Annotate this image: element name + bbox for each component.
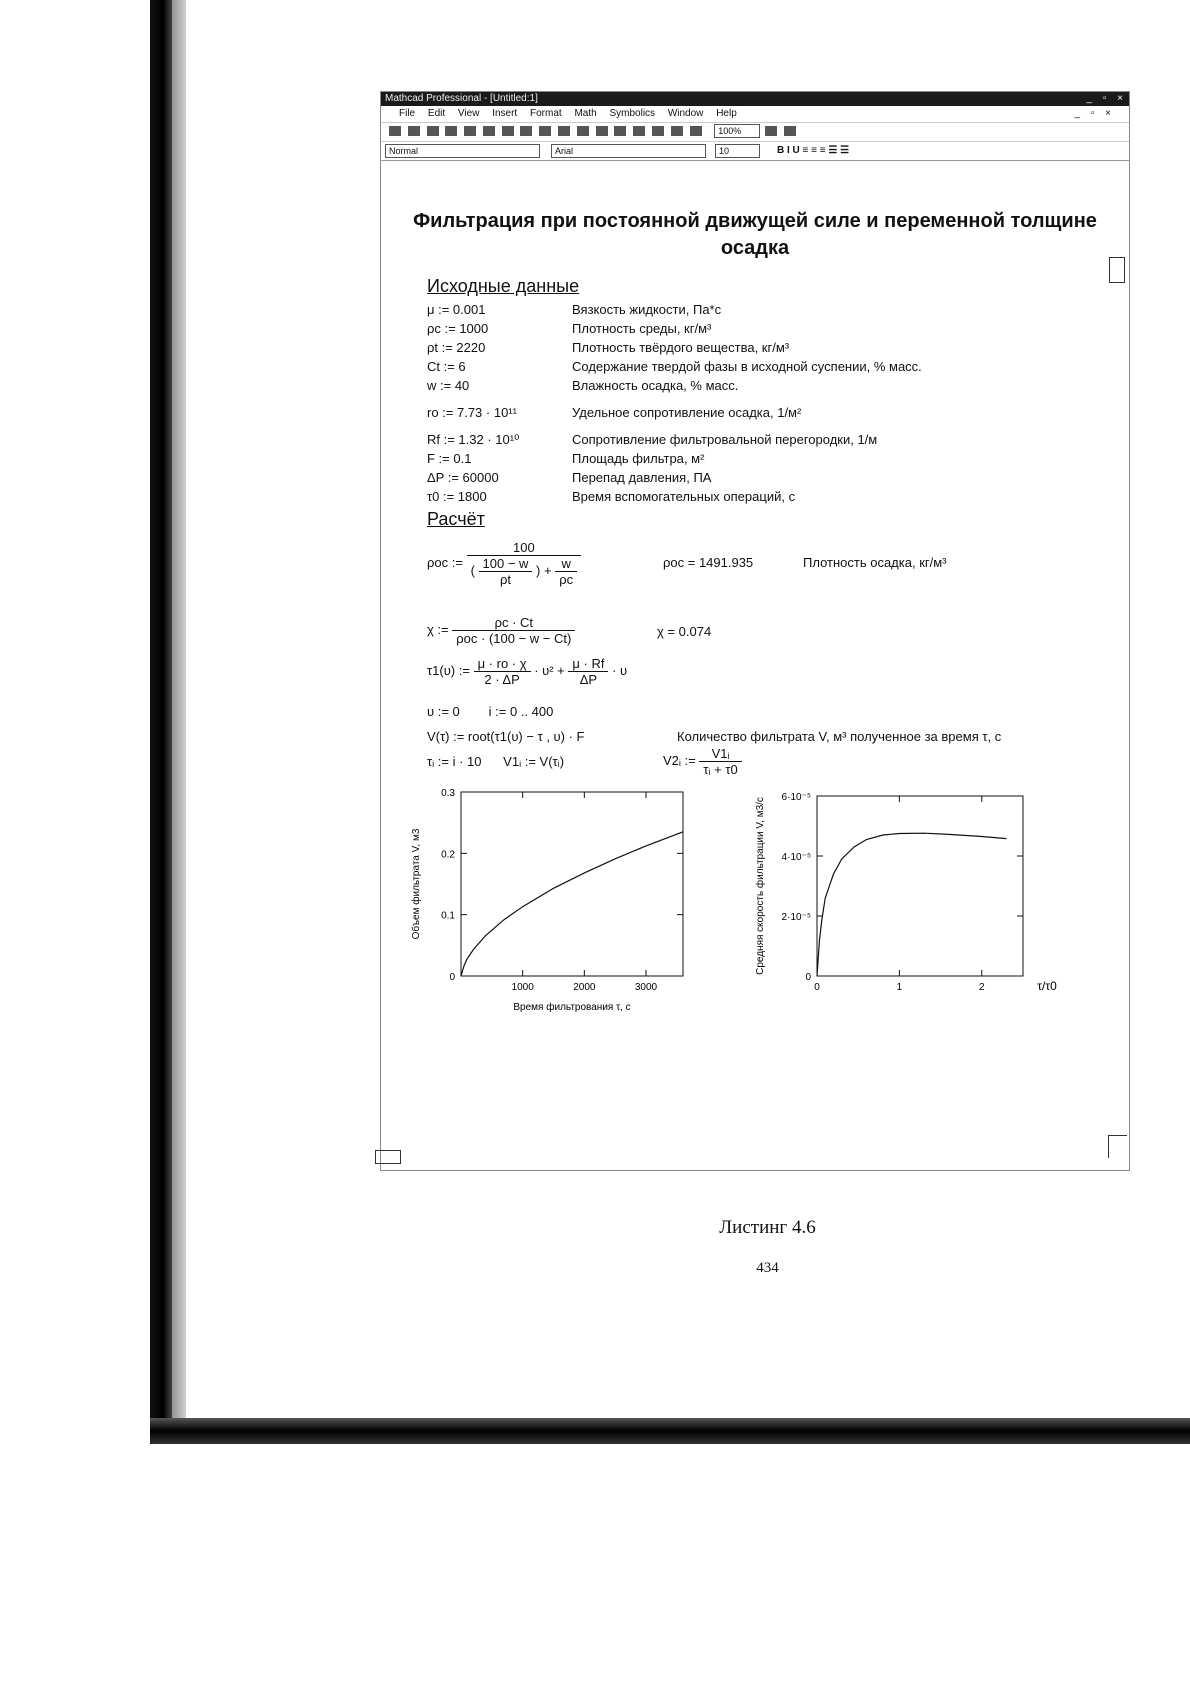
menu-file[interactable]: File xyxy=(399,108,416,119)
rhoc-definition: ρoc := 100 ( $\frac{100 - w}{\rho t}$ ) + $\frac{w}{\rho c}$ xyxy=(427,540,581,587)
tau1-definition: τ1(υ) := $\frac{\mu \cdot ro \cdot \chi}{2 \cdot \Delta P}$ · υ² + $\frac{\mu \cdot Rf}{\Delta P}$ · υ xyxy=(427,656,628,687)
zoom-select[interactable]: 100% xyxy=(714,124,760,138)
menu-edit[interactable]: Edit xyxy=(427,108,446,119)
y-tick-label: 0 xyxy=(805,972,811,983)
y-tick-label: 0 xyxy=(449,972,455,983)
help-icon[interactable] xyxy=(784,126,796,136)
insert-hyperlink-icon[interactable] xyxy=(671,126,683,136)
font-select[interactable]: Arial xyxy=(551,144,706,158)
x-tick-label: 3000 xyxy=(634,982,658,993)
copy-icon[interactable] xyxy=(520,126,532,136)
rhoc-result: ρoc = 1491.935 xyxy=(663,555,754,570)
preview-icon[interactable] xyxy=(464,126,476,136)
style-select[interactable]: Normal xyxy=(385,144,540,158)
horizontal-scroll-button[interactable] xyxy=(375,1150,401,1164)
chi-result: χ = 0.074 xyxy=(657,624,712,639)
doc-window-controls[interactable]: _ ▫ × xyxy=(1074,108,1115,119)
y-tick-label: 6·10⁻⁵ xyxy=(781,792,811,803)
resources-icon[interactable] xyxy=(765,126,777,136)
resource-center-icon[interactable] xyxy=(690,126,702,136)
vertical-scroll-button[interactable] xyxy=(1109,257,1125,283)
open-icon[interactable] xyxy=(408,126,420,136)
menu-math[interactable]: Math xyxy=(574,108,597,119)
save-icon[interactable] xyxy=(427,126,439,136)
plot-frame xyxy=(461,792,683,976)
paste-icon[interactable] xyxy=(539,126,551,136)
v-definition: V(τ) := root(τ1(υ) − τ , υ) · F xyxy=(427,729,585,744)
page-bottom-edge xyxy=(150,1418,1190,1444)
font-size-select[interactable]: 10 xyxy=(715,144,760,158)
window-title: Mathcad Professional - [Untitled:1] xyxy=(385,93,538,104)
menu-window[interactable]: Window xyxy=(667,108,704,119)
v2-definition: V2ᵢ := $\frac{\text{V1ᵢ}}{\text{τᵢ + τ0}}$ xyxy=(663,746,742,777)
menu-bar xyxy=(381,106,1129,123)
chi-definition: χ := $\frac{\rho c \cdot Ct}{\text{ρoc · (100 − w − Ct)}}$ xyxy=(427,615,575,646)
y-tick-label: 0.2 xyxy=(441,849,455,861)
format-buttons[interactable]: B I U ≡ ≡ ≡ ☰ ☰ xyxy=(777,145,850,156)
x-axis-label: Время фильтрования τ, с xyxy=(513,1002,631,1013)
insert-unit-icon[interactable] xyxy=(633,126,645,136)
x-tick-label: 1000 xyxy=(511,982,534,993)
formatting-toolbar xyxy=(381,142,1129,161)
spellcheck-icon[interactable] xyxy=(483,126,495,136)
y-tick-label: 0.1 xyxy=(441,910,455,922)
x-tick-label: 2 xyxy=(979,982,985,993)
window-controls[interactable]: _ ▫ × xyxy=(1086,93,1127,104)
series-line xyxy=(461,832,683,976)
menu-view[interactable]: View xyxy=(457,108,480,119)
volume-vs-time-chart xyxy=(401,782,711,1032)
listing-caption: Листинг 4.6 xyxy=(719,1217,816,1238)
menu-format[interactable]: Format xyxy=(530,108,562,119)
rhoc-description: Плотность осадка, кг/м³ xyxy=(803,555,947,570)
section-calc-heading: Расчёт xyxy=(427,509,485,529)
avg-rate-chart xyxy=(751,782,1071,1032)
y-axis-label: Средняя скорость фильтрации V, м3/с xyxy=(755,797,766,975)
menu-insert[interactable]: Insert xyxy=(492,108,518,119)
worksheet[interactable]: Фильтрация при постоянной движущей силе и переменной толщине осадка Исходные данные μ := 0.001 Вязкость жидкости, Па*с ρc := 1000 Плотность среды, кг/м³ ρt := 2220 Плотность твёрдого вещества, кг/м³ Ct := 6 Содержание твердой фазы в исходной суспении, % масс. w := 40 Влажность осадка, % масс. ro := 7.73 · 10¹¹ Удельное сопротивление осадка, 1/м² Rf := 1.32 · 10¹⁰ Сопротивление фильтровальной перегородки, 1/м F := 0.1 Площадь фильтра, м² ΔP := 60000 Перепад давления, ПА τ0 := 1800 Время вспомогательных операций, с Расчёт ρoc := 100 ( $\frac{100 - w}{\rho t}$ ) + $\frac{w}{\rho c}$ ρoc = 1491.935 Плотность осадка, кг/м³ χ := $\frac{\rho c \cdot Ct}{\text{ρoc · (100 − w − Ct)}}$ χ = 0.074 τ1(υ) := $\frac{\mu \cdot ro \cdot \chi}{2 \cdot \Delta P}$ · υ² + $\frac{\mu \cdot Rf}{\Delta P}$ · υ υ := 0 i := 0 .. 400 V(τ) := root(τ1(υ) − τ , υ) · F Количество фильтрата V, м³ полученное за время τ, с τᵢ := i · 10 V1ᵢ := V(τᵢ) V2ᵢ := $\frac{\text{V1ᵢ}}{\text{τᵢ + τ0}}$ 1000 2000 3000 0 0.1 0.2 0.3 Время фильтрования τ, с Объем фильтрата V, м3 0 1 2 0 2·10⁻⁵ 4·10⁻⁵ 6·10⁻⁵ τ/τ0 Средняя скорость фильтрации V, м3/с xyxy=(381,162,1129,1162)
worksheet-title: Фильтрация при постоянной движущей силе и переменной толщине осадка xyxy=(413,210,1097,259)
x-axis-label: τ/τ0 xyxy=(1037,979,1057,993)
section-input-heading: Исходные данные xyxy=(427,276,580,296)
y-tick-label: 4·10⁻⁵ xyxy=(781,852,811,863)
standard-toolbar xyxy=(381,123,1129,142)
y-tick-label: 2·10⁻⁵ xyxy=(781,912,811,923)
calculate-icon[interactable] xyxy=(652,126,664,136)
v-description: Количество фильтрата V, м³ полученное за время τ, с xyxy=(677,729,1002,744)
page-corner-control[interactable] xyxy=(1108,1135,1127,1158)
title-bar xyxy=(381,92,1129,106)
insert-function-icon[interactable] xyxy=(614,126,626,136)
print-icon[interactable] xyxy=(445,126,457,136)
series-line xyxy=(817,833,1007,976)
x-tick-label: 2000 xyxy=(573,982,596,993)
plot-frame xyxy=(817,796,1023,976)
menu-help[interactable]: Help xyxy=(716,108,737,119)
undo-icon[interactable] xyxy=(558,126,570,136)
y-tick-label: 0.3 xyxy=(441,788,455,799)
tau-line: τᵢ := i · 10 V1ᵢ := V(τᵢ) xyxy=(427,754,565,769)
new-doc-icon[interactable] xyxy=(389,126,401,136)
x-tick-label: 1 xyxy=(896,982,903,993)
init-line: υ := 0 i := 0 .. 400 xyxy=(427,704,554,719)
cut-icon[interactable] xyxy=(502,126,514,136)
y-axis-label: Объем фильтрата V, м3 xyxy=(411,828,422,940)
align-icon[interactable] xyxy=(596,126,608,136)
x-tick-label: 0 xyxy=(814,982,820,993)
mathcad-window xyxy=(380,91,1130,1171)
menu-symbolics[interactable]: Symbolics xyxy=(609,108,656,119)
redo-icon[interactable] xyxy=(577,126,589,136)
page-number: 434 xyxy=(756,1260,779,1276)
